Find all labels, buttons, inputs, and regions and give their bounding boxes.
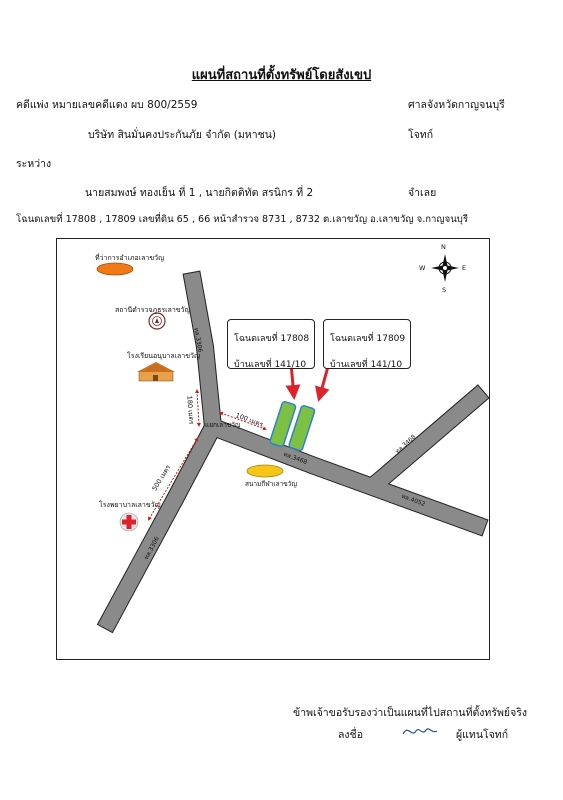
road-3468-ne bbox=[379, 397, 477, 481]
road-3468-east-label: ทล.3468 bbox=[282, 450, 309, 467]
school-icon bbox=[137, 362, 175, 381]
distance-180-line bbox=[197, 391, 199, 425]
hospital-label: โรงพยาบาลเลาขวัญ bbox=[99, 501, 161, 509]
road-3306-north-label: ทล.3306 bbox=[192, 327, 204, 353]
court-name: ศาลจังหวัดกาญจนบุรี bbox=[408, 99, 505, 111]
callout-box-17808 bbox=[227, 319, 315, 369]
compass-south: S bbox=[442, 286, 447, 294]
compass-west: W bbox=[419, 264, 426, 272]
district-office-label: ที่ว่าการอำเภอเลาขวัญ bbox=[95, 254, 165, 262]
case-number: คดีแพ่ง หมายเลขคดีแดง ผบ 800/2559 bbox=[16, 99, 198, 111]
location-map bbox=[56, 238, 490, 660]
signer-role: ผู้แทนโจทก์ bbox=[456, 729, 509, 741]
deed-details: โฉนดเลขที่ 17808 , 17809 เลขที่ดิน 65 , 66 หน้าสำรวจ 8731 , 8732 ต.เลาขวัญ อ.เลาขวัญ จ.กาญจนบุรี bbox=[16, 214, 469, 225]
callout-deed-17808: โฉนดเลขที่ 17808 bbox=[234, 334, 310, 344]
certification-statement: ข้าพเจ้าขอรับรองว่าเป็นแผนที่ไปสถานที่ตั้งทรัพย์จริง bbox=[293, 707, 527, 719]
callout-house-17809: บ้านเลขที่ 141/10 bbox=[330, 360, 403, 370]
distance-500-label: 500 เมตร bbox=[150, 463, 173, 493]
plaintiff-name: บริษัท สินมั่นคงประกันภัย จำกัด (มหาชน) bbox=[88, 129, 277, 141]
map-drawing bbox=[57, 239, 491, 661]
sign-label: ลงชื่อ bbox=[338, 729, 363, 741]
compass-rose-icon bbox=[431, 254, 459, 282]
ball-field-label: สนามกีฬาเลาขวัญ bbox=[245, 480, 297, 488]
school-label: โรงเรียนอนุบาลเลาขวัญ bbox=[127, 352, 200, 360]
callout-deed-17809: โฉนดเลขที่ 17809 bbox=[330, 334, 406, 344]
property-plots bbox=[269, 401, 315, 451]
callout-box-17809 bbox=[323, 319, 411, 369]
road-3468-ne-label: ทล.3468 bbox=[394, 433, 418, 456]
compass-north: N bbox=[441, 243, 446, 251]
police-station-label: สถานีตำรวจภูธรเลาขวัญ bbox=[115, 306, 191, 314]
defendant-role: จำเลย bbox=[408, 187, 437, 199]
document-title: แผนที่สถานที่ตั้งทรัพย์โดยสังเขป bbox=[191, 68, 372, 83]
district-office-marker bbox=[97, 263, 133, 275]
ball-field-marker bbox=[247, 465, 283, 477]
callout-house-17808: บ้านเลขที่ 141/10 bbox=[234, 360, 307, 370]
road-3306-south-label: ทล.3306 bbox=[142, 535, 161, 561]
compass-east: E bbox=[462, 264, 467, 272]
plaintiff-role: โจทก์ bbox=[408, 129, 434, 141]
signature-mark bbox=[400, 722, 440, 740]
junction-label: แยกเลาขวัญ bbox=[205, 421, 241, 429]
hospital-cross-icon bbox=[120, 513, 138, 531]
distance-180-label: 180 เมตร bbox=[185, 395, 196, 425]
distance-100-label: 100 เมตร bbox=[234, 411, 265, 429]
between-label: ระหว่าง bbox=[16, 158, 52, 170]
defendants-names: นายสมพงษ์ ทองเย็น ที่ 1 , นายกิตติทัต สรนิกร ที่ 2 bbox=[85, 187, 314, 199]
road-4052-label: ทล.4052 bbox=[400, 492, 427, 509]
